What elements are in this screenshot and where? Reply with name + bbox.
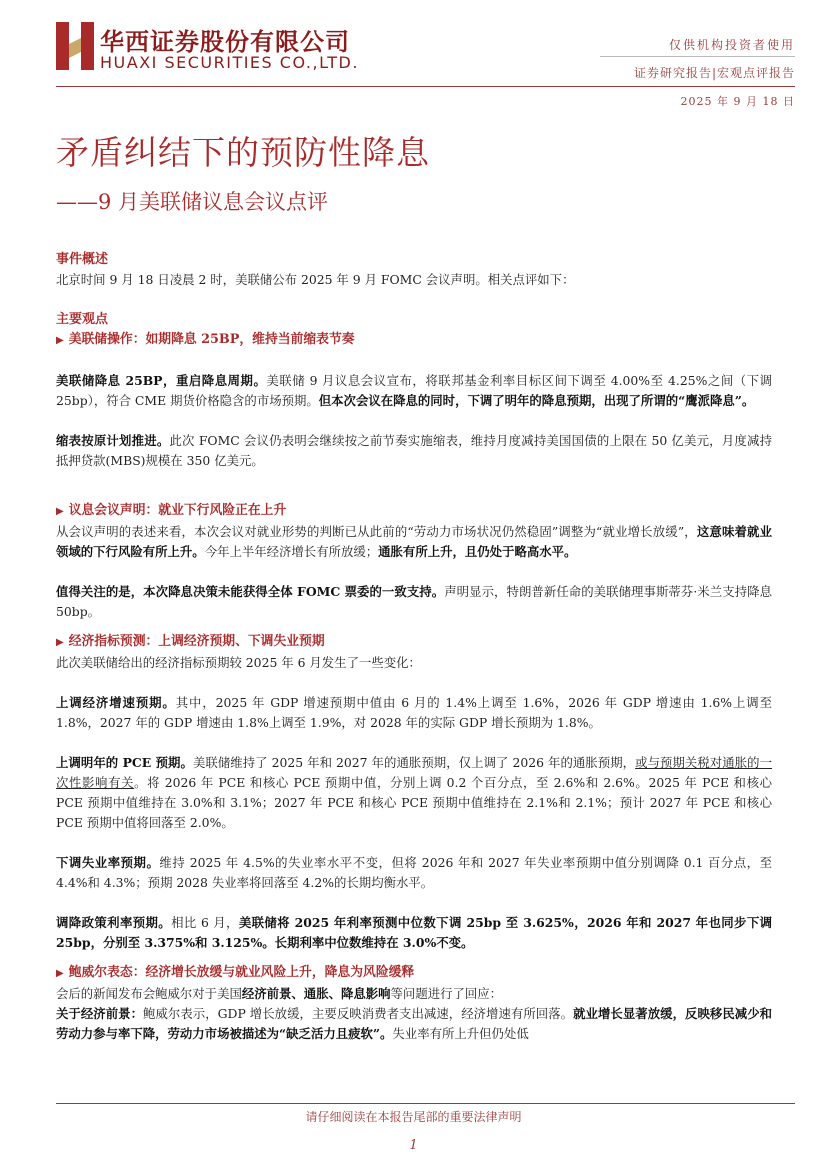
paragraph: 会后的新闻发布会鲍威尔对于美国经济前景、通胀、降息影响等问题进行了回应： <box>56 986 503 1001</box>
audience-note: 仅供机构投资者使用 <box>668 38 795 52</box>
header-divider-short <box>600 56 795 57</box>
page-number: 1 <box>409 1138 418 1153</box>
company-name-cn: 华西证券股份有限公司 <box>100 27 350 56</box>
paragraph: 下调失业率预期。维持 2025 年 4.5%的失业率水平不变，但将 2026 年和 2027 年失业率预期中值分别调降 0.1 百分点，至 4.4%和 4.3%；预期 2028 失业率将回落至 4.2%的长期均衡水平。 <box>56 855 772 890</box>
report-body <box>56 250 772 1044</box>
bullet-heading-forecasts: ▶ 经济指标预测：上调经济预期、下调失业预期 <box>56 632 772 653</box>
section-heading-overview: 事件概述 <box>56 252 109 267</box>
company-name-en: HUAXI SECURITIES CO.,LTD. <box>100 53 359 72</box>
triangle-bullet-icon: ▶ <box>56 506 64 517</box>
report-type: 证券研究报告|宏观点评报告 <box>633 66 795 80</box>
report-subtitle: ——9 月美联储议息会议点评 <box>56 190 329 214</box>
paragraph: 调降政策利率预期。相比 6 月，美联储将 2025 年利率预测中位数下调 25bp 至 3.625%，2026 年和 2027 年也同步下调 25bp，分别至 3.375%和 3.125%。长期利率中位数维持在 3.0%不变。 <box>56 915 772 950</box>
paragraph: 值得关注的是，本次降息决策未能获得全体 FOMC 票委的一致支持。声明显示，特朗普新任命的美联储理事斯蒂芬·米兰支持降息 50bp。 <box>56 584 772 619</box>
paragraph: 美联储降息 25BP，重启降息周期。美联储 9 月议息会议宣布，将联邦基金利率目标区间下调至 4.00%至 4.25%之间（下调 25bp），符合 CME 期货价格隐含的市场预期。但本次会议在降息的同时，下调了明年的降息预期，出现了所谓的“鹰派降息”。 <box>56 373 772 408</box>
report-date: 2025 年 9 月 18 日 <box>680 95 795 108</box>
section-heading-views: 主要观点 <box>56 312 109 327</box>
bullet-heading-statement: ▶ 议息会议声明：就业下行风险正在上升 <box>56 501 772 522</box>
triangle-bullet-icon: ▶ <box>56 637 64 648</box>
company-logo-icon <box>56 22 94 70</box>
paragraph: 上调经济增速预期。其中，2025 年 GDP 增速预期中值由 6 月的 1.4%上调至 1.6%，2026 年 GDP 增速由 1.6%上调至 1.8%，2027 年的 GDP 增速由 1.8%上调至 1.9%，对 2028 年的实际 GDP 增长预期为 1.8%。 <box>56 695 772 730</box>
forecast-intro: 此次美联储给出的经济指标预期较 2025 年 6 月发生了一些变化： <box>56 655 421 670</box>
paragraph: 上调明年的 PCE 预期。美联储维持了 2025 年和 2027 年的通胀预期，仅上调了 2026 年的通胀预期，或与预期关税对通胀的一次性影响有关。将 2026 年 PCE 和核心 PCE 预期中值，分别上调 0.2 个百分点，至 2.6%和 2.6%。2025 年 PCE 和核心 PCE 预期中值维持在 3.0%和 3.1%；2027 年 PCE 和核心 PCE 预期中值维持在 2.1%和 2.1%；预计 2027 年 PCE 和核心 PCE 预期中值将回落至 2.0%。 <box>56 755 772 830</box>
report-title: 矛盾纠结下的预防性降息 <box>56 133 430 172</box>
header-divider <box>56 86 795 87</box>
paragraph: 关于经济前景：鲍威尔表示，GDP 增长放缓，主要反映消费者支出减速，经济增速有所回落。就业增长显著放缓，反映移民减少和劳动力参与率下降，劳动力市场被描述为“缺乏活力且疲软”。失业率有所上升但仍处低 <box>56 1006 773 1041</box>
footer-divider <box>56 1103 795 1104</box>
overview-text: 北京时间 9 月 18 日凌晨 2 时，美联储公布 2025 年 9 月 FOMC 会议声明。相关点评如下： <box>56 272 575 287</box>
bullet-heading-fed-operation: ▶ 美联储操作：如期降息 25BP，维持当前缩表节奏 <box>56 330 772 351</box>
triangle-bullet-icon: ▶ <box>56 968 64 979</box>
triangle-bullet-icon: ▶ <box>56 335 64 346</box>
legal-disclaimer-note: 请仔细阅读在本报告尾部的重要法律声明 <box>305 1110 522 1124</box>
paragraph: 从会议声明的表述来看，本次会议对就业形势的判断已从此前的“劳动力市场状况仍然稳固”调整为“就业增长放缓”，这意味着就业领域的下行风险有所上升。今年上半年经济增长有所放缓；通胀有所上升，且仍处于略高水平。 <box>56 524 772 559</box>
bullet-heading-powell: ▶ 鲍威尔表态：经济增长放缓与就业风险上升，降息为风险缓释 <box>56 963 772 984</box>
paragraph: 缩表按原计划推进。此次 FOMC 会议仍表明会继续按之前节奏实施缩表，维持月度减持美国国债的上限在 50 亿美元，月度减持抵押贷款(MBS)规模在 350 亿美元。 <box>56 433 772 468</box>
